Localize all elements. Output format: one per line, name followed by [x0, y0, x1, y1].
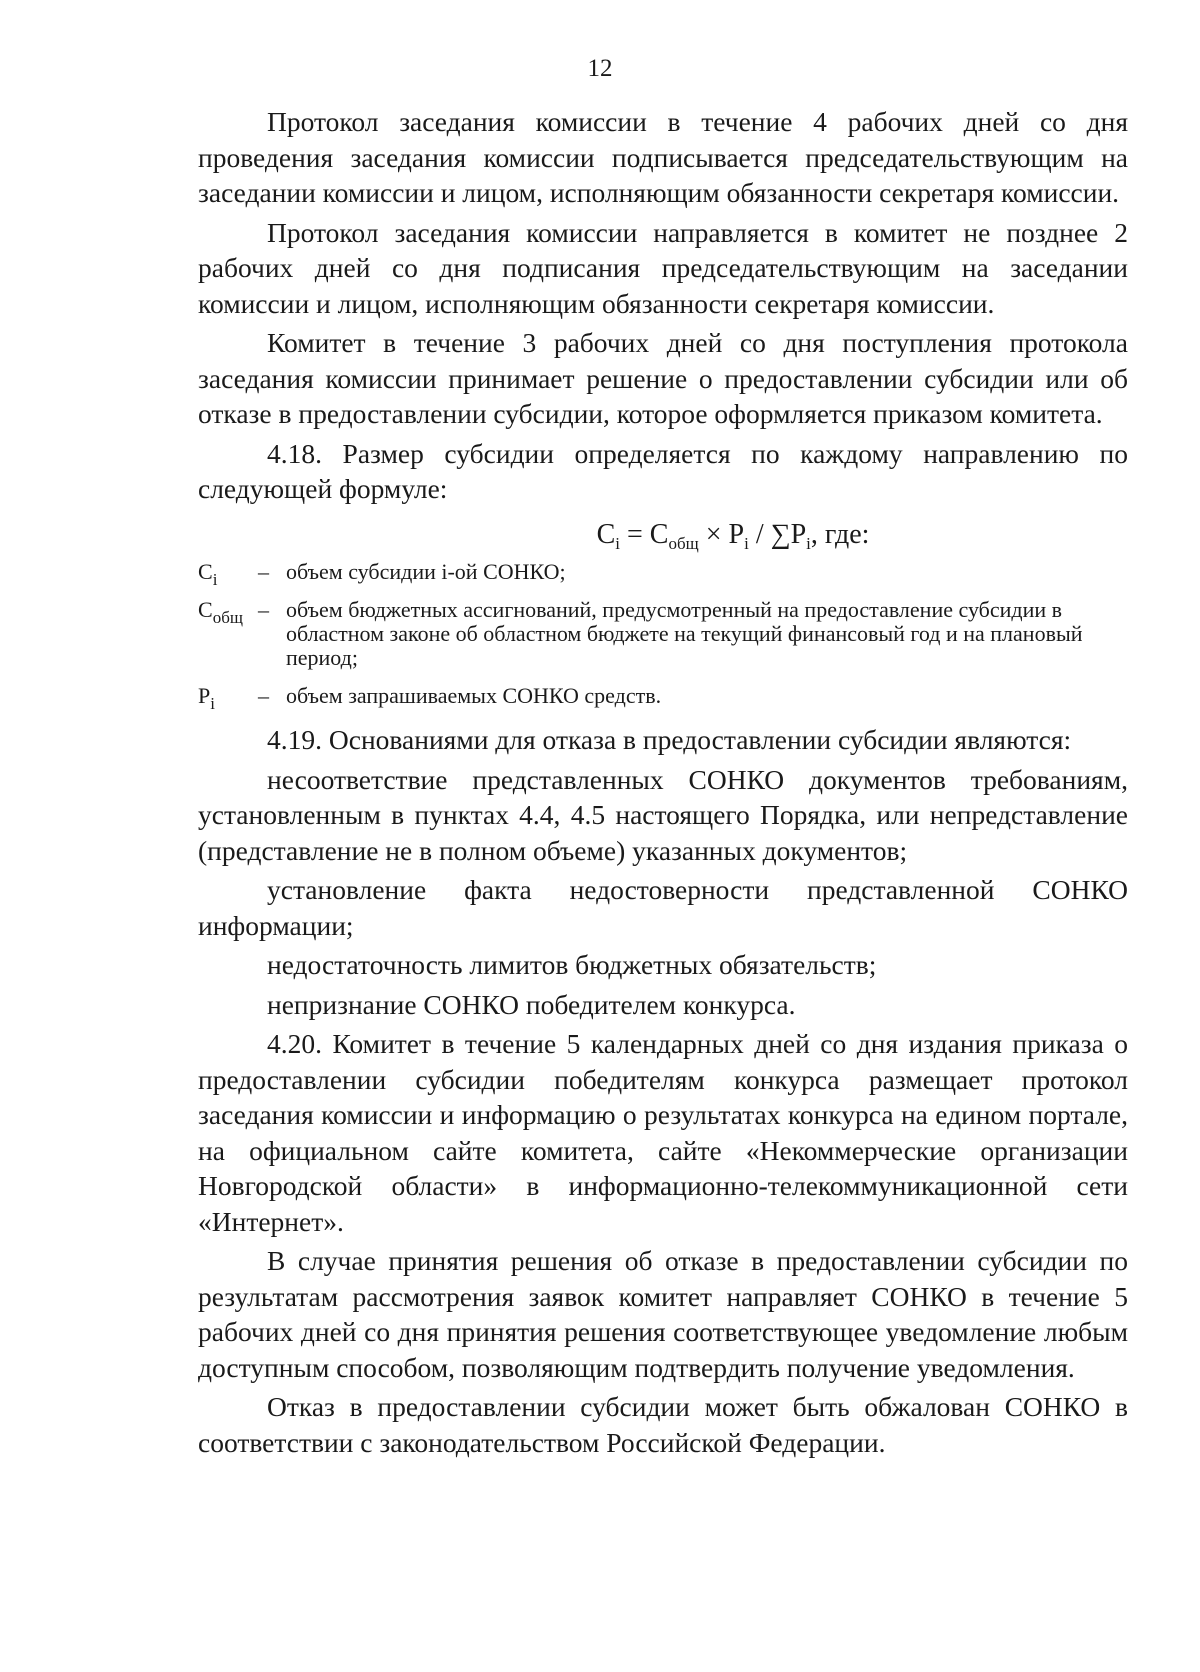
paragraph-protocol-sending: Протокол заседания комиссии направляется в комитет не позднее 2 рабочих дней со дня подписания председательствующим на заседании комиссии и лицом, исполняющим обязанности секретаря комиссии.: [198, 216, 1128, 319]
legend-dash: –: [258, 559, 269, 584]
formula-times-p: × P: [698, 518, 745, 550]
formula-div-sum: / ∑P: [748, 518, 807, 550]
paragraph-reason-mismatch: несоответствие представленных СОНКО документов требованиям, установленным в пунктах 4.4, 4.5 настоящего Порядка, или непредставление (представление не в полном объеме) указанных документов;: [198, 763, 1128, 866]
paragraph-4-20: 4.20. Комитет в течение 5 календарных дней со дня издания приказа о предоставлении субсидии победителям конкурса размещает протокол заседания комиссии и информацию о результатах конкурса на едином портале, на официальном сайте комитета, сайте «Некоммерческие организации Новгородской области» в информационно-телекоммуникационной сети «Интернет».: [198, 1028, 1128, 1237]
formula-legend: [198, 559, 1128, 713]
paragraph-protocol-signing: Протокол заседания комиссии в течение 4 рабочих дней со дня проведения заседания комиссии подписывается председательствующим на заседании комиссии и лицом, исполняющим обязанности секретаря комиссии.: [198, 106, 1128, 208]
legend-symbol: $C_i$: [198, 559, 218, 589]
legend-symbol: $P_i$: [198, 683, 215, 713]
paragraph-reason-not-winner: непризнание СОНКО победителем конкурса.: [267, 988, 796, 1020]
formula-sub-i: i: [615, 533, 620, 553]
legend-dash: –: [258, 597, 269, 622]
legend-row-cobsh: [198, 598, 1128, 670]
paragraph-4-18: 4.18. Размер субсидии определяется по каждому направлению по следующей формуле:: [198, 437, 1128, 504]
legend-text: объем запрашиваемых СОНКО средств.: [286, 683, 662, 708]
legend-text: объем субсидии i-ой СОНКО;: [286, 559, 566, 584]
legend-text: объем бюджетных ассигнований, предусмотренный на предоставление субсидии в областном законе об областном бюджете на текущий финансовый год и на плановый период;: [286, 597, 1083, 670]
formula-tail: , где:: [810, 518, 870, 550]
legend-row-ci: [198, 559, 1128, 589]
paragraph-refusal-notice: В случае принятия решения об отказе в предоставлении субсидии по результатам рассмотрения заявок комитет направляет СОНКО в течение 5 рабочих дней со дня принятия решения соответствующее уведомление любым доступным способом, позволяющим подтвердить получение уведомления.: [198, 1245, 1128, 1383]
document-body: [198, 104, 1128, 1464]
paragraph-appeal: Отказ в предоставлении субсидии может быть обжалован СОНКО в соответствии с законодательством Российской Федерации.: [198, 1391, 1128, 1458]
formula-sub-obsh: общ: [668, 533, 699, 553]
formula-eq: = C: [620, 518, 669, 550]
subsidy-formula: [198, 517, 1128, 553]
page-number: 12: [587, 55, 613, 82]
paragraph-reason-limits: недостаточность лимитов бюджетных обязательств;: [267, 949, 877, 980]
paragraph-4-19: 4.19. Основаниями для отказа в предоставлении субсидии являются:: [267, 724, 1072, 755]
formula-sub-i-2: i: [744, 533, 749, 553]
formula-c: C: [596, 518, 616, 550]
paragraph-reason-false-info: установление факта недостоверности представленной СОНКО информации;: [198, 874, 1128, 941]
legend-symbol: $C_{общ}$: [198, 597, 243, 627]
legend-row-pi: [198, 683, 1128, 713]
legend-dash: –: [258, 683, 269, 708]
paragraph-committee-decision: Комитет в течение 3 рабочих дней со дня поступления протокола заседания комиссии принимает решение о предоставлении субсидии или об отказе в предоставлении субсидии, которое оформляется приказом комитета.: [198, 327, 1128, 429]
formula-sub-i-3: i: [806, 533, 811, 553]
